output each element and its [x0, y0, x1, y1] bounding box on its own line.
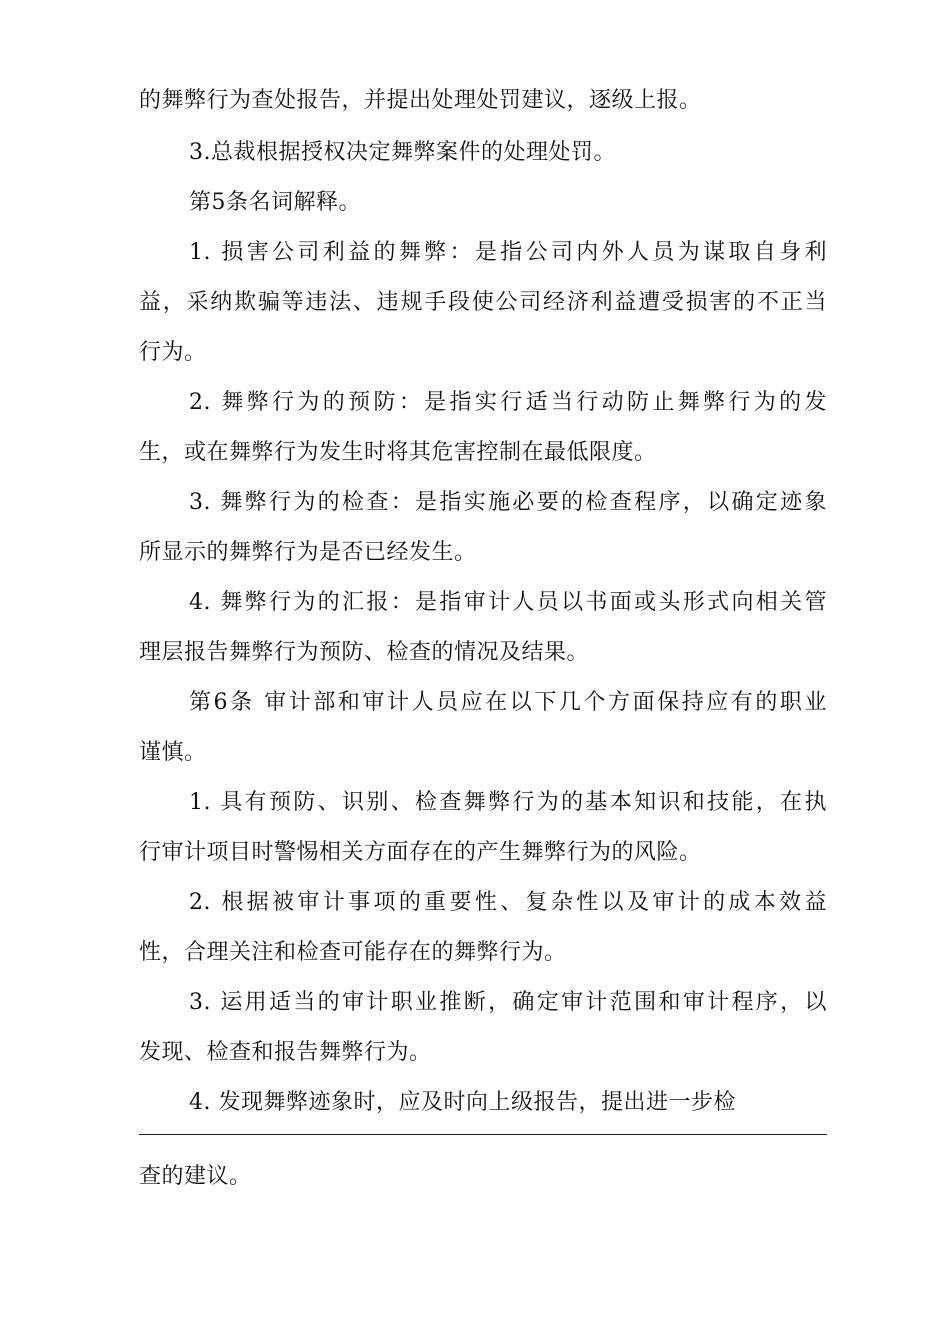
text-line-12: 理层报告舞弊行为预防、检查的情况及结果。	[139, 640, 590, 665]
text-line-19: 3. 运用适当的审计职业推断，确定审计范围和审计程序，以	[189, 990, 827, 1015]
text-line-2: 3.总裁根据授权决定舞弊案件的处理处罚。	[189, 140, 616, 165]
text-line-5: 益，采纳欺骗等违法、违规手段使公司经济利益遭受损害的不正当	[139, 290, 827, 315]
text-line-18: 性，合理关注和检查可能存在的舞弊行为。	[139, 940, 567, 965]
text-line-21: 4. 发现舞弊迹象时，应及时向上级报告，提出进一步检	[189, 1090, 736, 1115]
text-line-14: 谨慎。	[139, 740, 207, 765]
text-line-11: 4. 舞弊行为的汇报：是指审计人员以书面或头形式向相关管	[189, 590, 827, 615]
text-line-10: 所显示的舞弊行为是否已经发生。	[139, 540, 477, 565]
text-line-17: 2. 根据被审计事项的重要性、复杂性以及审计的成本效益	[189, 890, 827, 915]
text-line-9: 3. 舞弊行为的检查：是指实施必要的检查程序，以确定迹象	[189, 490, 827, 515]
text-line-1: 的舞弊行为查处报告，并提出处理处罚建议，逐级上报。	[139, 88, 702, 113]
text-line-15: 1. 具有预防、识别、检查舞弊行为的基本知识和技能，在执	[189, 790, 827, 815]
text-line-16: 行审计项目时警惕相关方面存在的产生舞弊行为的风险。	[139, 840, 702, 865]
page-divider	[139, 1134, 827, 1135]
text-line-4: 1. 损害公司利益的舞弊：是指公司内外人员为谋取自身利	[189, 240, 827, 265]
text-line-8: 生，或在舞弊行为发生时将其危害控制在最低限度。	[139, 440, 657, 465]
text-line-7: 2. 舞弊行为的预防：是指实行适当行动防止舞弊行为的发	[189, 390, 827, 415]
text-line-6: 行为。	[139, 340, 207, 365]
text-line-13: 第6条 审计部和审计人员应在以下几个方面保持应有的职业	[189, 690, 827, 715]
text-line-20: 发现、检查和报告舞弊行为。	[139, 1040, 432, 1065]
text-line-22: 查的建议。	[139, 1164, 252, 1189]
text-line-3: 第5条名词解释。	[189, 190, 361, 215]
